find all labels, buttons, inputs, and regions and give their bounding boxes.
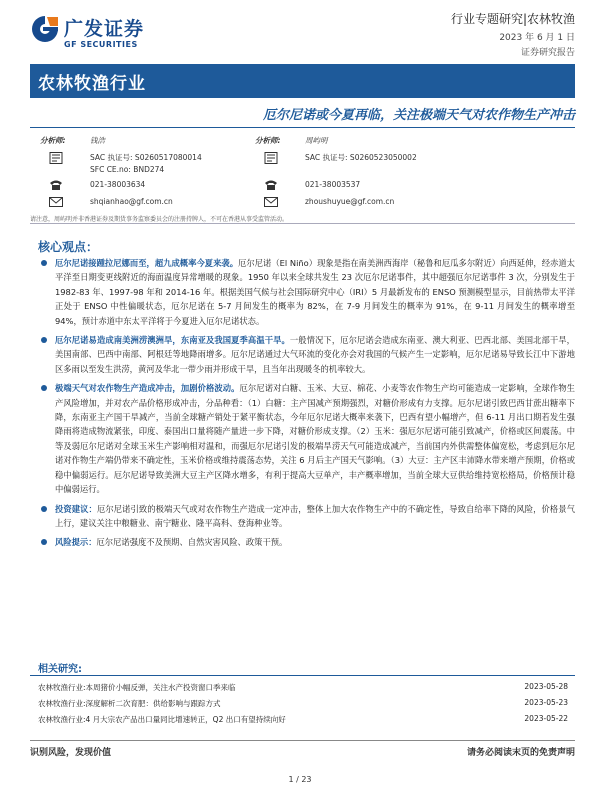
key-point <box>40 256 575 328</box>
bullet-icon <box>41 385 47 391</box>
related-research-date: 2023-05-22 <box>524 714 568 723</box>
industry-banner <box>30 64 575 98</box>
analyst-sac: SAC 执证号: S0260517080014 <box>90 153 202 162</box>
key-points-list <box>40 256 575 555</box>
certificate-icon <box>263 152 279 164</box>
footer-divider <box>30 740 575 741</box>
divider <box>30 127 575 128</box>
bullet-icon <box>41 539 47 545</box>
divider <box>30 675 575 676</box>
key-point <box>40 381 575 496</box>
analyst-sac: SAC 执证号: S0260523050002 <box>305 153 417 162</box>
analyst-phone: 021-38003634 <box>90 180 146 189</box>
logo-text-en: GF SECURITIES <box>64 40 138 49</box>
analyst-sfc: SFC CE.no: BND274 <box>90 165 165 174</box>
key-point-text: 厄尔尼诺引致的极端天气或对农作物生产造成一定冲击，整体上加大农作物生产中的不确定性，导致自给率下降的风险，价格景气上行，建议关注中粮糖业、南宁糖业、隆平高科、登海种业等。 <box>55 503 575 528</box>
phone-icon <box>263 179 279 191</box>
divider <box>30 223 575 224</box>
key-point-lead: 极端天气对农作物生产造成冲击，加剧价格波动。 <box>55 383 240 394</box>
report-subtitle: 厄尔尼诺或今夏再临，关注极端天气对农作物生产冲击 <box>262 108 575 123</box>
document-type: 行业专题研究|农林牧渔 <box>450 12 575 26</box>
footer-disclaimer-link[interactable]: 请务必阅读末页的免责声明 <box>466 748 575 758</box>
bullet-icon <box>41 506 47 512</box>
analyst-card <box>245 132 485 212</box>
key-point-text: 厄尔尼诺对白糖、玉米、大豆、棉花、小麦等农作物生产均可能造成一定影响，全球作物生产风险增加，并对农产品价格形成冲击，分品种看：（1）白糖：主产国减产预期强烈，对糖价形成有力支撑。厄尔尼诺引致巴西甘蔗出糖率下降，东南亚主产国干旱减产，当前全球糖产销处于紧平衡状态，今年厄尔尼诺大概率来袭下，巴西有望小幅增产，但 6-11 月出口期若发生强降雨将造成物流紧张，印度、泰国出口量将随产量进一步下降，对糖价形成支撑。（2）玉米：强厄尔尼诺可能引致减产，价格或区间震荡。中等及弱厄尔尼诺对全球玉米生产影响相对温和，而强厄尔尼诺引发的极端旱涝天气可能造成减产，当前国内外供需整体偏宽松，考虑到厄尔尼诺对作物生产端仍带来不确定性，玉米价格或维持震荡态势，关注 6 月后主产国天气影响。（3）大豆：主产区丰沛降水带来增产预期，价格或稳中偏弱运行。厄尔尼诺导致美洲大豆主产区降水增多，有利于提高大豆单产，丰产概率增加，当前全球大豆供给维持宽松格局，价格预计稳中偏弱运行。 <box>55 383 575 495</box>
analyst-name: 钱浩 <box>90 136 105 145</box>
related-research-date: 2023-05-23 <box>524 698 568 707</box>
key-point <box>40 333 575 376</box>
related-research-text[interactable]: 农林牧渔行业:深度解析二次育肥：供给影响与跟踪方式 <box>38 699 221 708</box>
key-point <box>40 502 575 531</box>
gf-logo-icon <box>30 14 60 44</box>
key-point-text: 厄尔尼诺（El Niño）现象是指在南美洲西海岸（秘鲁和厄瓜多尔附近）向西延伸，经赤道太平洋至日期变更线附近的海面温度异常增暖的现象。1950 年以来全球共发生 23 次厄尔尼诺事件，其中超强厄尔尼诺事件 3 次，分别发生于 1982-83 年、1997-98 年和 2014-16 年。根据美国气候与社会国际研究中心（IRI）5 月最新发布的 ENSO 预测模型显示，目前热带太平洋正处于 ENSO 中性偏暖状态，厄尔尼诺在 5-7 月间发生的概率为 82%，在 7-9 月间发生的概率为 91%，在 9-11 月间发生的概率增至 94%，预计赤道中东太平洋将于今夏进入厄尔尼诺状态。 <box>55 258 575 326</box>
report-header <box>30 8 575 64</box>
related-research-title: 相关研究: <box>38 664 82 675</box>
key-point-text: 一般情况下，厄尔尼诺会造成东南亚、澳大利亚、巴西北部、美国北部干旱，美国南部、巴西中南部、阿根廷等地降雨增多。厄尔尼诺通过大气环流的变化亦会对我国的气候产生一定影响，厄尔尼诺易导致长江中下游地区多雨以至发生洪涝，黄河及华北一带少雨并形成干旱，且当年出现暖冬的机率较大。 <box>55 335 575 374</box>
key-point <box>40 535 575 549</box>
key-point-lead: 投资建议： <box>55 503 97 514</box>
analyst-label: 分析师: <box>255 136 281 145</box>
page-number: 1 / 23 <box>288 775 312 784</box>
analyst-disclaimer: 请注意，周屿明并非香港证券及期货事务监察委员会的注册持牌人，不可在香港从事受监管活动。 <box>30 216 289 223</box>
email-icon <box>263 196 279 208</box>
logo-text-cn: 广发证券 <box>64 18 145 40</box>
analyst-card <box>30 132 270 212</box>
related-research-text[interactable]: 农林牧渔行业:4 月大宗农产品出口量同比增速转正，Q2 出口有望持续向好 <box>38 715 286 724</box>
related-research-text[interactable]: 农林牧渔行业:本周猪价小幅反弹，关注水产投资窗口季来临 <box>38 683 236 692</box>
key-points-title: 核心观点： <box>38 240 99 254</box>
analyst-label: 分析师: <box>40 136 66 145</box>
certificate-icon <box>48 152 64 164</box>
key-point-lead: 风险提示： <box>55 537 97 548</box>
related-research-date: 2023-05-28 <box>524 682 568 691</box>
footer-slogan: 识别风险，发现价值 <box>30 748 112 758</box>
document-date: 2023 年 6 月 1 日 <box>499 33 575 43</box>
key-point-lead: 厄尔尼诺接踵拉尼娜而至，超九成概率今夏来袭。 <box>55 258 239 268</box>
analyst-phone: 021-38003537 <box>305 180 361 189</box>
analyst-email[interactable]: shqianhao@gf.com.cn <box>90 197 173 206</box>
bullet-icon <box>41 260 47 266</box>
email-icon <box>48 196 64 208</box>
bullet-icon <box>41 337 47 343</box>
key-point-text: 厄尔尼诺强度不及预期、自然灾害风险、政策干预。 <box>96 537 288 548</box>
document-department: 证券研究报告 <box>520 48 575 58</box>
gf-securities-logo <box>30 12 150 56</box>
phone-icon <box>48 179 64 191</box>
analyst-email[interactable]: zhoushuyue@gf.com.cn <box>305 197 395 206</box>
analyst-section <box>30 132 575 212</box>
key-point-lead: 厄尔尼诺易造成南美洲涝澳洲旱，东南亚及我国夏季高温干旱。 <box>55 335 290 346</box>
analyst-name: 周屿明 <box>305 136 328 145</box>
industry-title: 农林牧渔行业 <box>38 74 146 94</box>
